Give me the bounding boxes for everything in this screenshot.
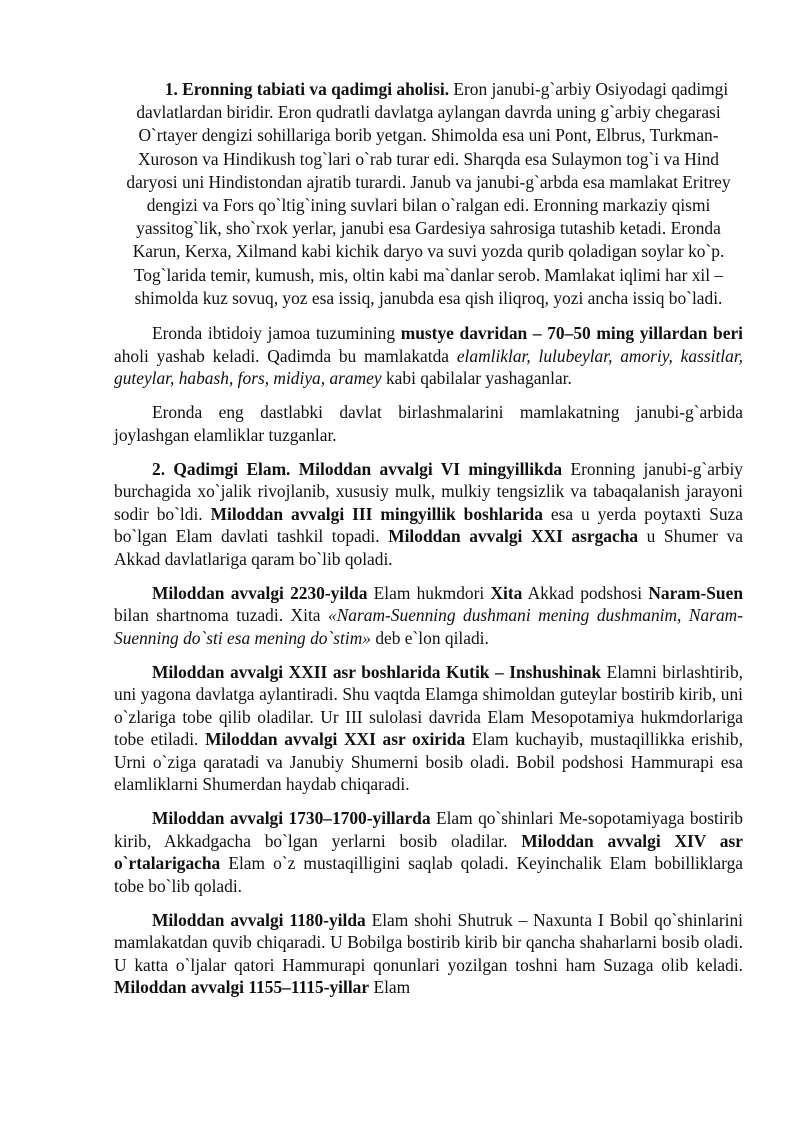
text-run: Elam <box>369 977 411 998</box>
paragraph-davlat-birlashmalari <box>114 401 743 446</box>
bold-run: Miloddan avvalgi 1155–1115-yillar <box>114 977 370 998</box>
text-run: Eron janubi-g`arbiy Osiyodagi qadimgi davlatlardan biridir. Eron qudratli davlatga aylangan davrda uning g`arbiy chegarasi O`rtayer dengizi sohillariga borib yetgan. Shimolda esa uni Pont, Elbrus, Turkman-Xuroson va Hindikush tog`lari o`rab turar edi. Sharqda esa Sulaymon tog`i va Hind daryosi uni Hindistondan ajratib turardi. Janub va janubi-g`arbda esa mamlakat Eritrey dengizi va Fors qo`ltig`ining suvlari bilan o`ralgan edi. Eronning markaziy qismi yassitog`lik, sho`rxok yerlar, janubi esa Gardesiya sahrosiga tutashib ketadi. Eronda Karun, Kerxa, Xilmand kabi kichik daryo va suvi yozda qurib qoladigan soylar ko`p. Tog`larida temir, kumush, mis, oltin kabi ma`danlar serob. Mamlakat iqlimi har xil – shimolda kuz sovuq, yoz esa issiq, janubda esa qish iliqroq, yozi ancha issiq bo`ladi. <box>126 79 731 308</box>
text-run: Elam o`z mustaqilligini saqlab qoladi. Keyinchalik Elam bobilliklarga tobe bo`lib qoladi. <box>114 853 743 896</box>
text-run: Akkad podshosi <box>522 582 649 603</box>
text-run: Elam hukmdori <box>367 582 491 603</box>
bold-run: Miloddan avvalgi 1730–1700-yillarda <box>152 808 431 829</box>
bold-run: Miloddan avvalgi XXI asrgacha <box>388 526 639 547</box>
bold-run: 1. Eronning tabiati va qadimgi aholisi. <box>164 79 450 99</box>
paragraph-qadimgi-elam <box>114 458 743 571</box>
text-run: Eronda eng dastlabki davlat birlashmalarini mamlakatning janubi-g`arbida joylashgan elamliklar tuzganlar. <box>114 402 743 445</box>
bold-run: Miloddan avvalgi III mingyillik boshlarida <box>210 503 543 524</box>
bold-run: Miloddan avvalgi XIV asr o`rtalarigacha <box>114 830 743 874</box>
paragraph-ibtidoiy-jamoa <box>114 322 743 390</box>
text-run: kabi qabilalar yashaganlar. <box>381 368 572 389</box>
text-run: Elam kuchayib, mustaqillikka erishib, Urni o`ziga qaratadi va Janubiy Shumerni bosib oladi. Bobil podshosi Hammurapi esa elamliklarni Shumerdan haydab chiqaradi. <box>114 729 743 795</box>
bold-run: Miloddan avvalgi 1180-yilda <box>152 909 366 930</box>
text-run: Eronning janubi-g`arbiy burchagida xo`jalik rivojlanib, xususiy mulk, mulkiy tengsizlik va tabaqalanish jarayoni sodir bo`ldi. <box>114 458 743 524</box>
text-run: Elamni birlashtirib, uni yagona davlatga aylantiradi. Shu vaqtda Elamga shimoldan guteylar bostirib kirib, uni o`zlariga tobe qilib oladilar. Ur III sulolasi davrida Elam Mesopotamiya hukmdorlariga tobe etiladi. <box>114 661 743 750</box>
text-run: u Shumer va Akkad davlatlariga qaram bo`lib qoladi. <box>114 526 743 569</box>
text-run: Elam qo`shinlari Me-sopotamiyaga bostirib kirib, Akkadgacha bo`lgan yerlarni bosib oladilar. <box>114 808 743 851</box>
paragraph-elam-qoshinlari <box>114 807 743 897</box>
italic-run: elamliklar, lulubeylar, amoriy, kassitlar, guteylar, habash, fors, midiya, aramey <box>114 345 744 389</box>
bold-run: 2. Qadimgi Elam. Miloddan avvalgi VI mingyillikda <box>152 458 563 479</box>
bold-run: Naram-Suen <box>648 582 743 603</box>
paragraph-xita-shartnoma <box>114 582 743 650</box>
text-run: esa u yerda poytaxti Suza bo`lgan Elam davlati tashkil topadi. <box>114 503 743 547</box>
bold-run: Miloddan avvalgi 2230-yilda <box>152 582 368 603</box>
paragraph-eron-tabiati <box>114 78 743 310</box>
text-run: Eronda ibtidoiy jamoa tuzumining <box>152 323 401 344</box>
text-run: aholi yashab keladi. Qadimda bu mamlakatda <box>114 345 457 366</box>
italic-run: «Naram-Suenning dushmani mening dushmanim, Naram-Suenning do`sti esa mening do`stim» <box>114 605 743 648</box>
bold-run: mustye davridan – 70–50 ming yillardan beri <box>400 323 743 344</box>
text-run: Elam shohi Shutruk – Naxunta I Bobil qo`shinlarini mamlakatdan quvib chiqaradi. U Bobilga bostirib kirib bir qancha shaharlarni bosib oladi. U katta o`ljalar qatori Hammurapi qonunlari yozilgan toshni ham Suzaga olib keladi. <box>114 909 743 975</box>
bold-run: Miloddan avvalgi XXI asr oxirida <box>205 729 466 750</box>
paragraph-kutik-inshushinak <box>114 661 743 796</box>
paragraph-shutruk-naxunta <box>114 909 743 999</box>
bold-run: Miloddan avvalgi XXII asr boshlarida Kutik – Inshushinak <box>152 661 602 682</box>
bold-run: Xita <box>490 582 523 603</box>
text-run: bilan shartnoma tuzadi. Xita <box>114 605 328 626</box>
text-run: deb e`lon qiladi. <box>370 627 489 648</box>
